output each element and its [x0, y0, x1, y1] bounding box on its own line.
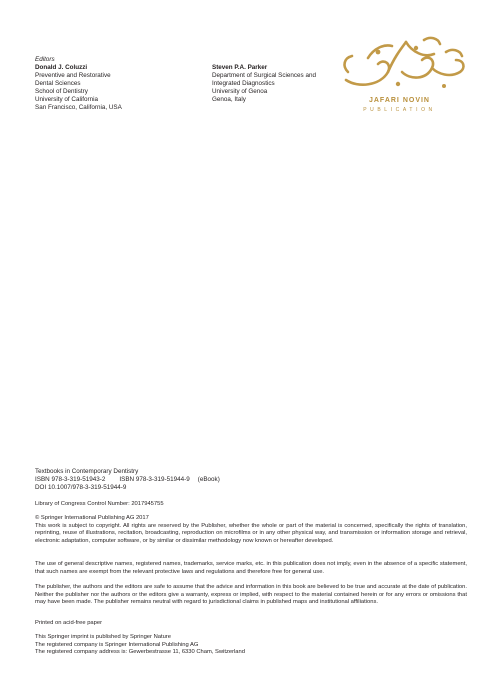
affiliation-line: Department of Surgical Sciences and: [212, 72, 316, 80]
editors-label: Editors: [35, 56, 55, 63]
imprint-line: The registered company address is: Gewerbestrasse 11, 6330 Cham, Switzerland: [35, 649, 245, 656]
isbn-print: ISBN 978-3-319-51943-2: [35, 476, 106, 483]
editor-block-coluzzi: [35, 64, 122, 113]
isbn-ebook: ISBN 978-3-319-51944-9: [119, 476, 190, 483]
logo-name: JAFARI NOVIN: [368, 97, 430, 104]
isbn-row: [35, 476, 220, 484]
imprint-line: This Springer imprint is published by Springer Nature: [35, 634, 171, 640]
copyright-line: © Springer International Publishing AG 2017: [35, 515, 149, 521]
editor-block-parker: [212, 64, 316, 104]
lccn: Library of Congress Control Number: 2017945755: [35, 501, 164, 507]
affiliation-line: Preventive and Restorative: [35, 72, 111, 80]
logo-subtitle: PUBLICATION: [363, 107, 436, 113]
affiliation-line: San Francisco, California, USA: [35, 104, 122, 112]
rights-paragraph: This work is subject to copyright. All rights are reserved by the Publisher, whether the whole or part of the material is concerned, specifically the rights of translation, reprinting, reuse of illustrations, recitation, broadcasting, reproduction on microfilms or in any other physical way, and transmission or information storage and retrieval, electronic adaptation, computer software, or by similar or dissimilar methodology now known or hereafter developed.: [35, 522, 467, 544]
doi: DOI 10.1007/978-3-319-51944-9: [35, 484, 127, 491]
affiliation-line: University of Genoa: [212, 88, 268, 96]
ebook-tag: (eBook): [197, 476, 220, 483]
affiliation-line: University of California: [35, 96, 98, 104]
editor-name: Steven P.A. Parker: [212, 64, 268, 71]
editor-name: Donald J. Coluzzi: [35, 64, 88, 71]
affiliation-line: Dental Sciences: [35, 80, 81, 88]
publisher-paragraph: The publisher, the authors and the editors are safe to assume that the advice and information in this book are believed to be true and accurate at the date of publication. Neither the publisher nor the authors or the editors give a warranty, express or implied, with respect to the material contained herein or for any errors or omissions that may have been made. The publisher remains neutral with regard to jurisdictional claims in published maps and institutional affiliations.: [35, 584, 467, 606]
calligraphy-emblem-icon: [328, 28, 476, 96]
affiliation-line: Integrated Diagnostics: [212, 80, 275, 88]
series-title: Textbooks in Contemporary Dentistry: [35, 468, 139, 475]
affiliation-line: School of Dentistry: [35, 88, 88, 96]
copyright-block: [35, 515, 467, 545]
imprint-block: [35, 634, 245, 657]
affiliation-line: Genoa, Italy: [212, 96, 246, 104]
printed-note: Printed on acid-free paper: [35, 620, 103, 626]
use-paragraph: The use of general descriptive names, registered names, trademarks, service marks, etc. in this publication does not imply, even in the absence of a specific statement, that such names are exempt from the relevant protective laws and regulations and therefore free for general use.: [35, 561, 467, 575]
imprint-line: The registered company is Springer International Publishing AG: [35, 641, 199, 648]
